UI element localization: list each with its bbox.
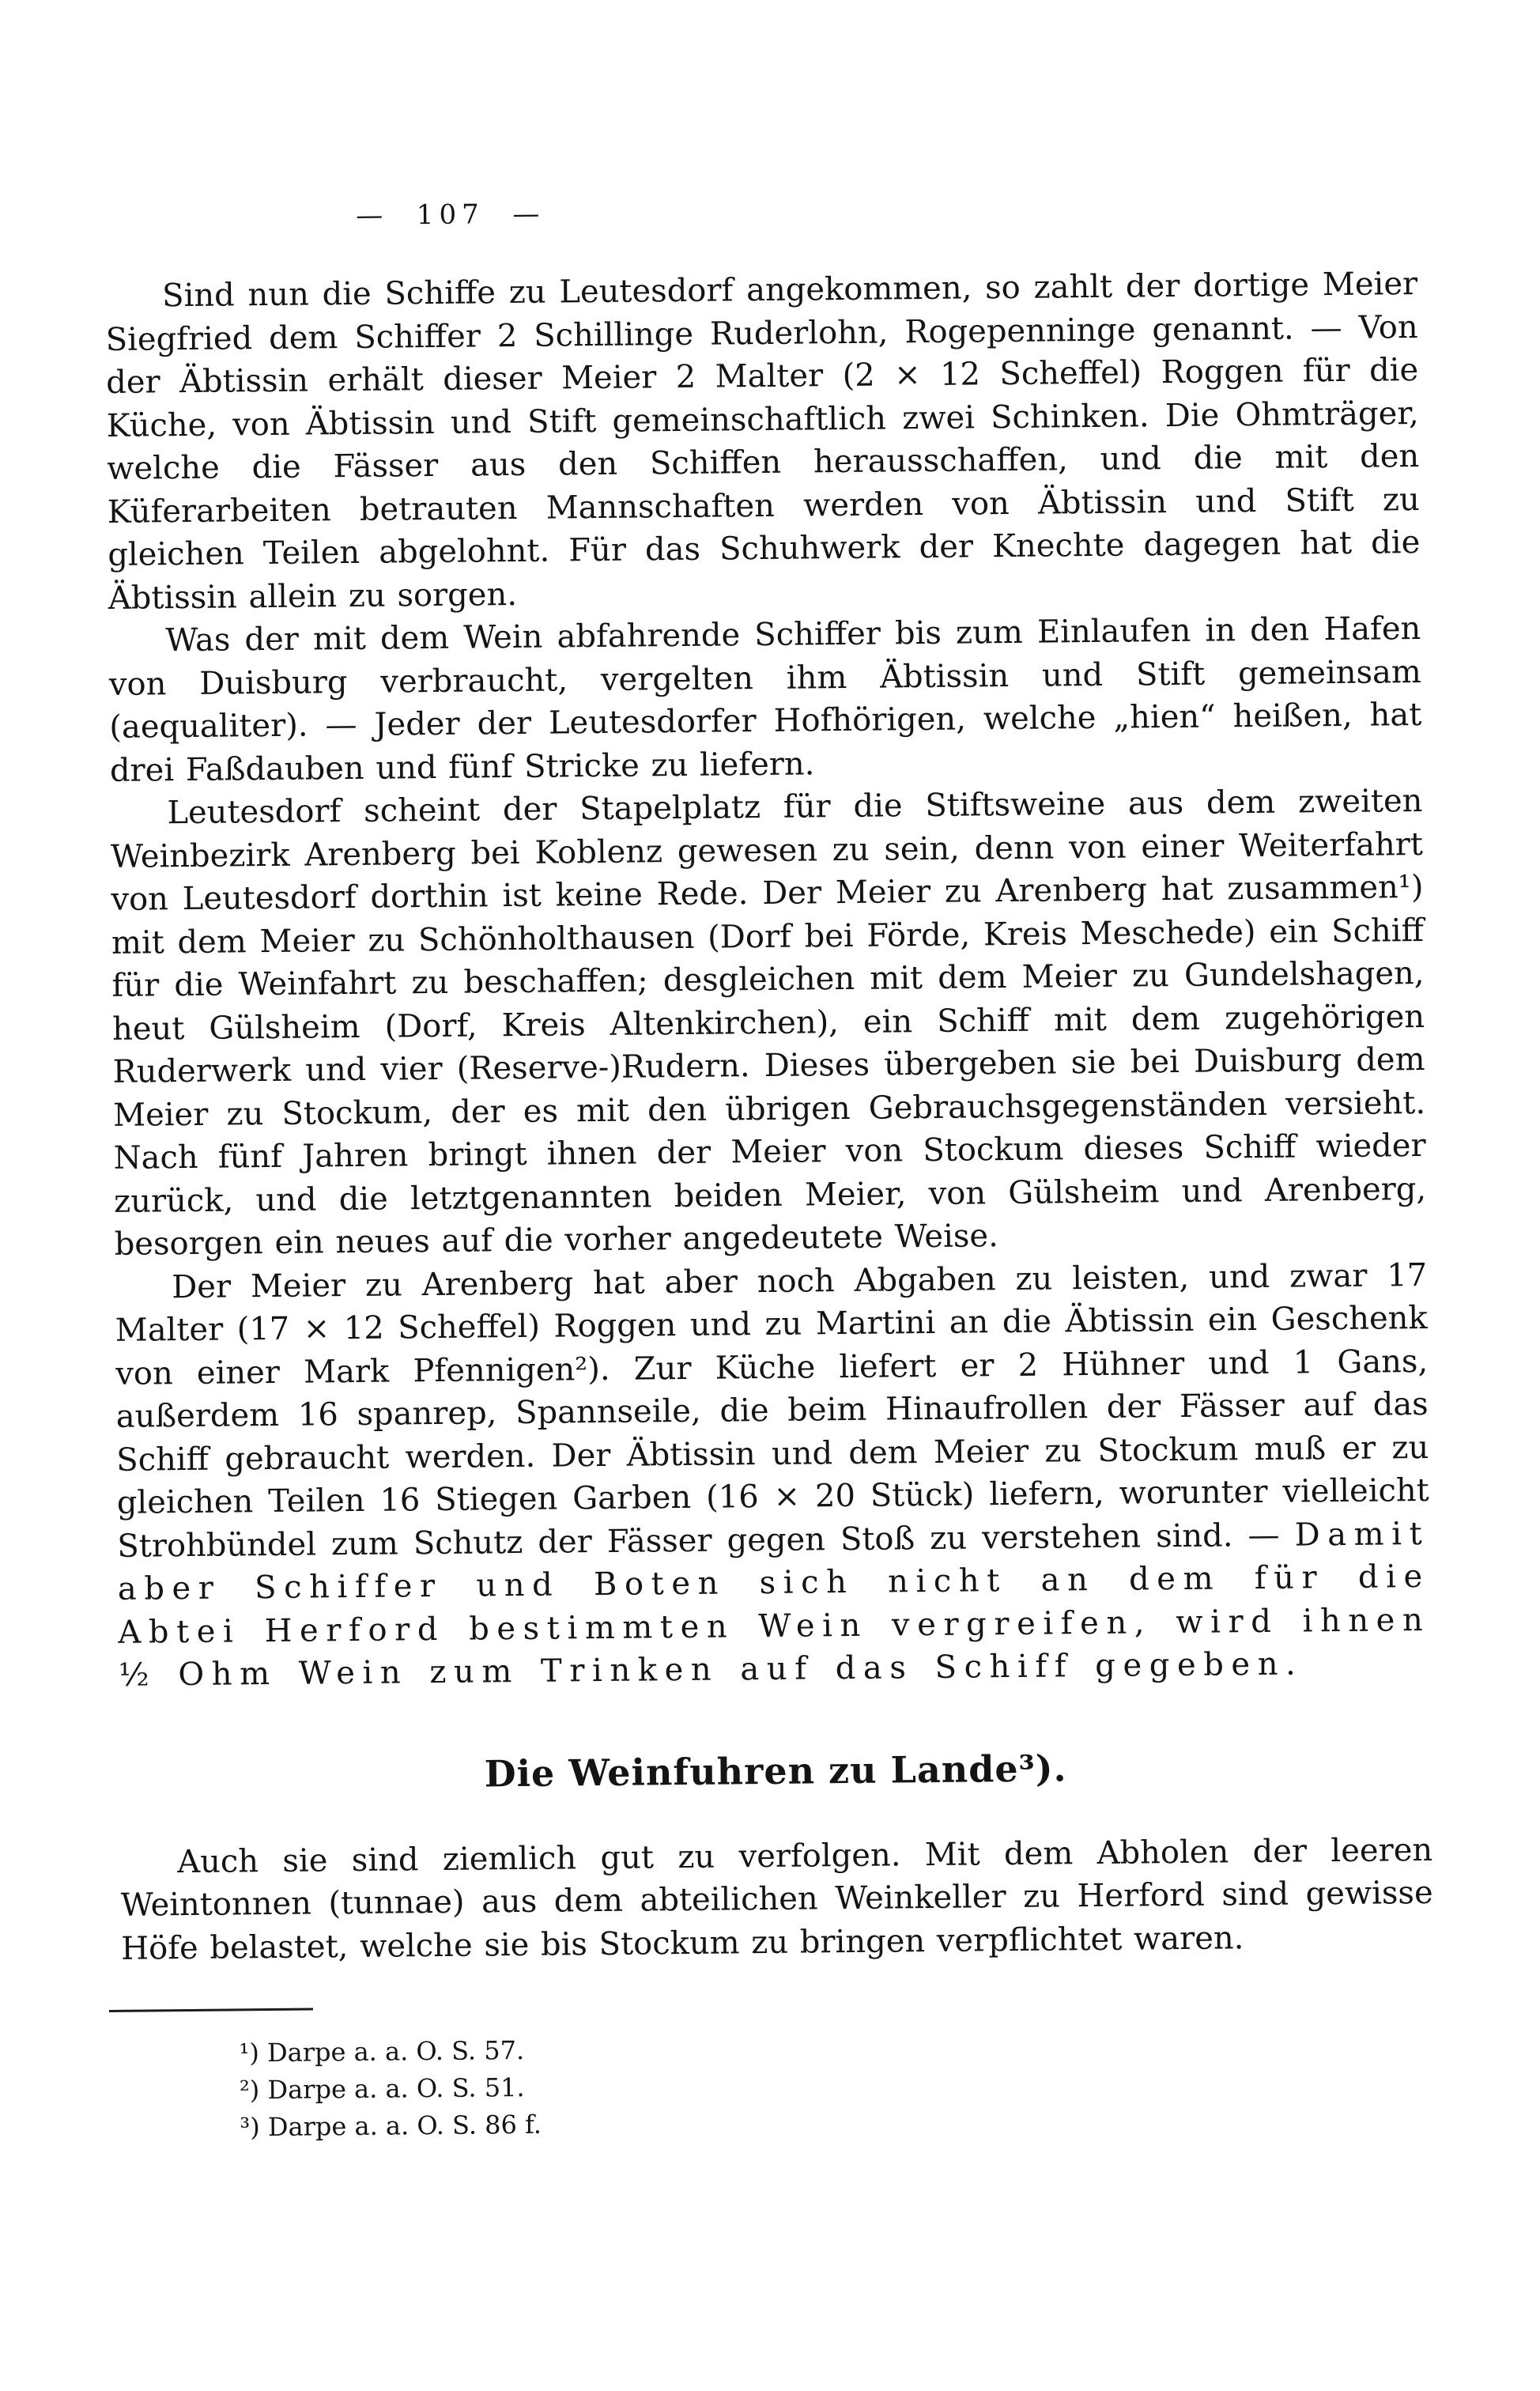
footnotes [122, 2023, 1435, 2147]
footnote-1: ¹) Darpe a. a. O. S. 57. [239, 2034, 525, 2068]
footnote-2: ²) Darpe a. a. O. S. 51. [239, 2072, 525, 2106]
footnote-3: ³) Darpe a. a. O. S. 86 f. [240, 2109, 542, 2143]
paragraph-text: Leutesdorf scheint der Stapelplatz für die Stiftsweine aus dem zweiten Weinbezirk Arenberg bei Koblenz gewesen zu sein, denn von einer Weiterfahrt von Leutesdorf dorthin ist keine Rede. Der Meier zu Arenberg hat zusammen¹) mit dem Meier zu Schönholthausen (Dorf bei Förde, Kreis Meschede) ein Schiff für die Weinfahrt zu beschaffen; desgleichen mit dem Meier zu Gundelshagen, heut Gülsheim (Dorf, Kreis Altenkirchen), ein Schiff mit dem zugehörigen Ruderwerk und vier (Reserve-)Rudern. Dieses übergeben sie bei Duisburg dem Meier zu Stockum, der es mit den übrigen Gebrauchsgegenständen versieht. Nach fünf Jahren bringt ihnen der Meier von Stockum dieses Schiff wieder zurück, und die letztgenannten beiden Meier, von Gülsheim und Arenberg, besorgen ein neues auf die vorher angedeutete Weise. [110, 782, 1427, 1263]
paragraph-arrival-leutesdorf [105, 263, 1421, 620]
paragraph-text: Was der mit dem Wein abfahrende Schiffer bis zum Einlaufen in den Hafen von Duisburg verbraucht, vergelten ihm Äbtissin und Stift gemeinsam (aequaliter). — Jeder der Leutesdorfer Hofhörigen, welche „hien“ heißen, hat drei Faßdauben und fünf Stricke zu liefern. [108, 610, 1422, 789]
section-heading-weinfuhren-zu-lande: Die Weinfuhren zu Lande³). [484, 1746, 1067, 1795]
paragraph-abgaben-arenberg [115, 1253, 1431, 1697]
book-page-scan [104, 190, 1436, 2147]
paragraph-text: Sind nun die Schiffe zu Leutesdorf angekommen, so zahlt der dortige Meier Siegfried dem Schiffer 2 Schillinge Ruderlohn, Rogepenninge genannt. — Von der Äbtissin erhält dieser Meier 2 Malter (2 × 12 Scheffel) Roggen für die Küche, von Äbtissin und Stift gemeinschaftlich zwei Schinken. Die Ohmträger, welche die Fässer aus den Schiffen herausschaffen, und die mit den Küferarbeiten betrauten Mannschaften werden von Äbtissin und Stift zu gleichen Teilen abgelohnt. Für das Schuhwerk der Knechte dagegen hat die Äbtissin allein zu sorgen. [105, 266, 1421, 617]
paragraph-text: Auch sie sind ziemlich gut zu verfolgen. Mit dem Abholen der leeren Weintonnen (tunnae) aus dem abteilichen Weinkeller zu Herford sind gewisse Höfe belastet, welche sie bis Stockum zu bringen verpflichtet waren. [120, 1831, 1433, 1967]
page-body [105, 263, 1434, 1970]
footnote-separator-rule [109, 2008, 313, 2012]
paragraph-text: Der Meier zu Arenberg hat aber noch Abgaben zu leisten, und zwar 17 Malter (17 × 12 Scheffel) Roggen und zu Martini an die Äbtissin ein Geschenk von einer Mark Pfennigen²). Zur Küche liefert er 2 Hühner und 1 Gans, außerdem 16 spanrep, Spannseile, die beim Hinaufrollen der Fässer auf das Schiff gebraucht werden. Der Äbtissin und dem Meier zu Stockum muß er zu gleichen Teilen 16 Stiegen Garben (16 × 20 Stück) liefern, worunter vielleicht Strohbündel zum Schutz der Fässer gegen Stoß zu verstehen sind. — [115, 1256, 1429, 1565]
emphasized-letterspaced-text: Damit aber Schiffer und Boten sich nicht an dem für die Abtei Herford bestimmten Wein vergreifen, wird ihnen ½ Ohm Wein zum Trinken auf das Schiff gegeben. [117, 1515, 1431, 1694]
paragraph-weinfuhren-zu-lande [120, 1828, 1433, 1970]
paragraph-stapelplatz-schiffe [110, 780, 1427, 1266]
paragraph-schiffer-verpflegung [108, 607, 1422, 792]
page-number: — 107 — [356, 198, 545, 232]
